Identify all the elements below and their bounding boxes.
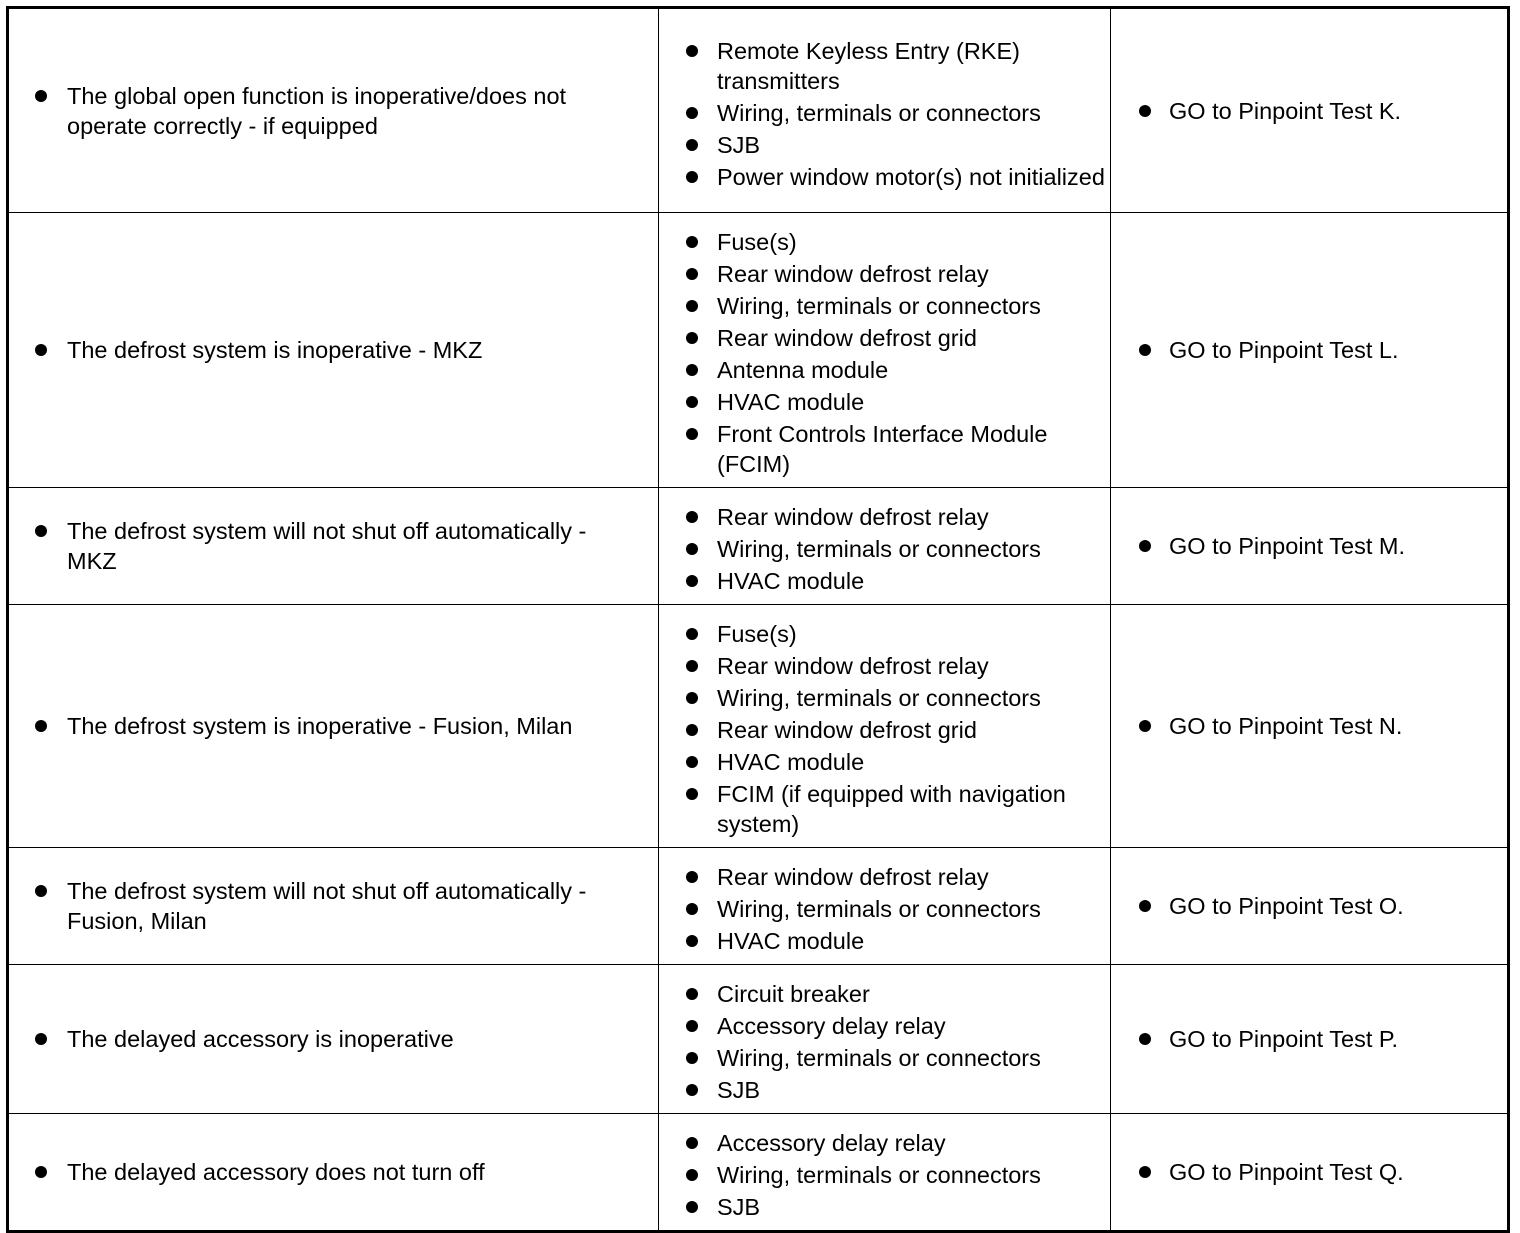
source-item <box>659 1075 1110 1105</box>
source-item <box>659 715 1110 745</box>
action-item <box>1111 711 1507 741</box>
source-item <box>659 747 1110 777</box>
source-item <box>659 98 1110 128</box>
source-text: Fuse(s) <box>717 229 797 255</box>
source-item <box>659 291 1110 321</box>
bullet-icon <box>686 171 698 183</box>
condition-text: The delayed accessory does not turn off <box>67 1159 485 1185</box>
bullet-icon <box>35 885 47 897</box>
bullet-icon <box>686 660 698 672</box>
symptom-chart-table <box>6 6 1510 1233</box>
source-text: Rear window defrost relay <box>717 864 989 890</box>
bullet-icon <box>686 756 698 768</box>
bullet-icon <box>686 692 698 704</box>
condition-cell <box>8 605 659 848</box>
source-text: SJB <box>717 131 761 158</box>
source-item <box>659 259 1110 289</box>
source-item <box>659 387 1110 417</box>
source-text: Rear window defrost relay <box>717 653 989 679</box>
source-text: Rear window defrost relay <box>717 261 989 287</box>
bullet-icon <box>686 903 698 915</box>
possible-sources-cell <box>659 1114 1111 1232</box>
condition-item <box>9 335 658 365</box>
source-text: Rear window defrost grid <box>717 325 977 351</box>
bullet-icon <box>686 788 698 800</box>
table-row <box>8 488 1509 605</box>
bullet-icon <box>686 428 698 440</box>
table-row <box>8 1114 1509 1232</box>
source-item <box>659 1128 1110 1158</box>
source-text: Rear window defrost relay <box>717 504 989 530</box>
bullet-icon <box>35 344 47 356</box>
bullet-icon <box>686 543 698 555</box>
source-text: Antenna module <box>717 357 889 383</box>
bullet-icon <box>686 988 698 1000</box>
bullet-icon <box>1139 540 1151 552</box>
source-item <box>659 894 1110 924</box>
source-text: SJB <box>717 1194 761 1220</box>
bullet-icon <box>686 300 698 312</box>
action-text: GO to Pinpoint Test O. <box>1169 893 1404 919</box>
possible-sources-cell <box>659 848 1111 965</box>
bullet-icon <box>1139 105 1151 117</box>
source-text: Fuse(s) <box>717 621 797 647</box>
condition-cell <box>8 848 659 965</box>
source-text: Wiring, terminals or connectors <box>717 1045 1041 1071</box>
condition-item <box>9 711 658 741</box>
bullet-icon <box>35 525 47 537</box>
source-item <box>659 1192 1110 1222</box>
source-item <box>659 36 1110 96</box>
condition-cell <box>8 965 659 1114</box>
bullet-icon <box>686 139 698 151</box>
bullet-icon <box>35 1166 47 1178</box>
source-text: Wiring, terminals or connectors <box>717 896 1041 922</box>
possible-sources-cell <box>659 965 1111 1114</box>
action-cell <box>1111 965 1509 1114</box>
possible-sources-cell <box>659 605 1111 848</box>
source-text: FCIM (if equipped with navigation system) <box>717 781 1066 837</box>
action-item <box>1111 96 1507 126</box>
source-text: Wiring, terminals or connectors <box>717 536 1041 562</box>
bullet-icon <box>1139 720 1151 732</box>
bullet-icon <box>686 364 698 376</box>
source-text: HVAC module <box>717 389 865 415</box>
bullet-icon <box>686 1137 698 1149</box>
bullet-icon <box>686 107 698 119</box>
source-item <box>659 419 1110 479</box>
bullet-icon <box>35 720 47 732</box>
source-item <box>659 162 1110 192</box>
action-item <box>1111 1157 1507 1187</box>
possible-sources-cell <box>659 8 1111 213</box>
source-text: Accessory delay relay <box>717 1013 946 1039</box>
action-item <box>1111 891 1507 921</box>
action-text: GO to Pinpoint Test K. <box>1169 97 1402 124</box>
condition-text: The delayed accessory is inoperative <box>67 1026 454 1052</box>
action-cell <box>1111 1114 1509 1232</box>
table-row <box>8 213 1509 488</box>
source-item <box>659 566 1110 596</box>
condition-item <box>9 81 658 141</box>
source-item <box>659 779 1110 839</box>
bullet-icon <box>686 1169 698 1181</box>
action-text: GO to Pinpoint Test Q. <box>1169 1159 1404 1185</box>
bullet-icon <box>1139 1033 1151 1045</box>
bullet-icon <box>686 511 698 523</box>
condition-cell <box>8 213 659 488</box>
condition-item <box>9 876 658 936</box>
source-text: Front Controls Interface Module (FCIM) <box>717 421 1048 477</box>
bullet-icon <box>35 90 47 102</box>
action-cell <box>1111 213 1509 488</box>
source-item <box>659 619 1110 649</box>
action-text: GO to Pinpoint Test N. <box>1169 713 1403 739</box>
bullet-icon <box>686 1020 698 1032</box>
source-text: HVAC module <box>717 749 865 775</box>
bullet-icon <box>686 1052 698 1064</box>
source-text: Rear window defrost grid <box>717 717 977 743</box>
source-text: Wiring, terminals or connectors <box>717 685 1041 711</box>
possible-sources-cell <box>659 488 1111 605</box>
action-cell <box>1111 488 1509 605</box>
source-text: Power window motor(s) not initialized <box>717 163 1105 190</box>
source-item <box>659 926 1110 956</box>
condition-text: The defrost system will not shut off automatically - Fusion, Milan <box>67 878 587 934</box>
action-item <box>1111 335 1507 365</box>
bullet-icon <box>686 268 698 280</box>
condition-item <box>9 516 658 576</box>
action-text: GO to Pinpoint Test M. <box>1169 533 1405 559</box>
source-item <box>659 1011 1110 1041</box>
condition-item <box>9 1157 658 1187</box>
source-item <box>659 130 1110 160</box>
source-item <box>659 355 1110 385</box>
table-row <box>8 605 1509 848</box>
condition-text: The defrost system is inoperative - Fusion, Milan <box>67 713 573 739</box>
action-cell <box>1111 848 1509 965</box>
source-text: Wiring, terminals or connectors <box>717 1162 1041 1188</box>
action-cell <box>1111 605 1509 848</box>
source-text: HVAC module <box>717 568 865 594</box>
bullet-icon <box>1139 900 1151 912</box>
bullet-icon <box>1139 1166 1151 1178</box>
table-row <box>8 848 1509 965</box>
source-item <box>659 227 1110 257</box>
condition-cell <box>8 8 659 213</box>
bullet-icon <box>686 628 698 640</box>
bullet-icon <box>1139 344 1151 356</box>
source-text: Remote Keyless Entry (RKE) transmitters <box>717 37 1020 94</box>
table-row <box>8 965 1509 1114</box>
source-item <box>659 323 1110 353</box>
bullet-icon <box>686 396 698 408</box>
action-item <box>1111 531 1507 561</box>
source-text: Wiring, terminals or connectors <box>717 99 1041 126</box>
condition-text: The global open function is inoperative/does not operate correctly - if equipped <box>67 82 567 139</box>
condition-item <box>9 1024 658 1054</box>
source-text: Circuit breaker <box>717 981 870 1007</box>
bullet-icon <box>35 1033 47 1045</box>
source-text: Accessory delay relay <box>717 1130 946 1156</box>
condition-text: The defrost system is inoperative - MKZ <box>67 337 483 363</box>
bullet-icon <box>686 871 698 883</box>
source-item <box>659 534 1110 564</box>
source-item <box>659 1160 1110 1190</box>
bullet-icon <box>686 1084 698 1096</box>
action-cell <box>1111 8 1509 213</box>
source-text: SJB <box>717 1077 761 1103</box>
condition-cell <box>8 1114 659 1232</box>
source-item <box>659 979 1110 1009</box>
source-text: HVAC module <box>717 928 865 954</box>
bullet-icon <box>686 1201 698 1213</box>
condition-cell <box>8 488 659 605</box>
source-item <box>659 651 1110 681</box>
table-row <box>8 8 1509 213</box>
source-item <box>659 1043 1110 1073</box>
source-item <box>659 502 1110 532</box>
bullet-icon <box>686 332 698 344</box>
action-item <box>1111 1024 1507 1054</box>
action-text: GO to Pinpoint Test L. <box>1169 337 1399 363</box>
possible-sources-cell <box>659 213 1111 488</box>
condition-text: The defrost system will not shut off automatically - MKZ <box>67 518 587 574</box>
bullet-icon <box>686 724 698 736</box>
bullet-icon <box>686 236 698 248</box>
action-text: GO to Pinpoint Test P. <box>1169 1026 1399 1052</box>
bullet-icon <box>686 45 698 57</box>
source-text: Wiring, terminals or connectors <box>717 293 1041 319</box>
source-item <box>659 683 1110 713</box>
bullet-icon <box>686 575 698 587</box>
source-item <box>659 862 1110 892</box>
bullet-icon <box>686 935 698 947</box>
